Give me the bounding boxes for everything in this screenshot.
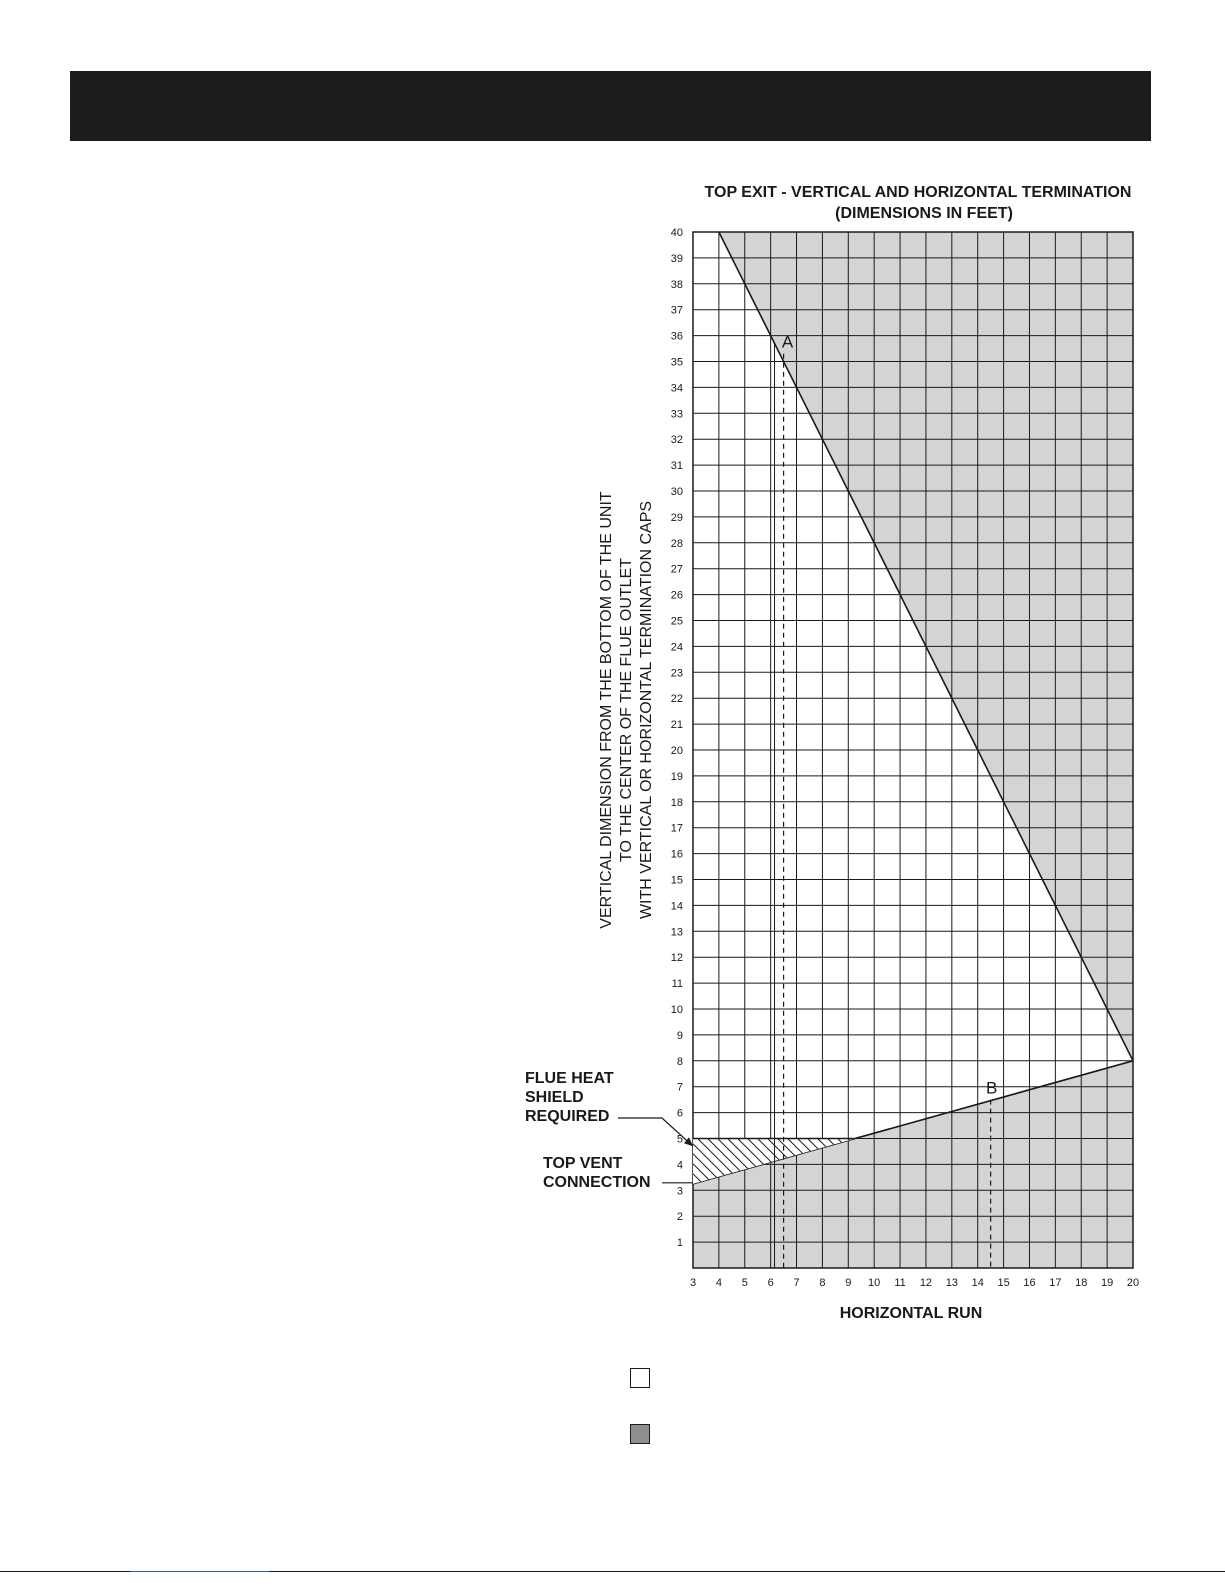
footer-rule [269,1571,1225,1572]
y-axis-label-line-2: TO THE CENTER OF THE FLUE OUTLET [618,557,635,863]
y-tick-label: 37 [670,304,683,317]
x-tick-label: 15 [997,1277,1010,1289]
y-tick-label: 1 [676,1237,683,1250]
legend-allowed-swatch [630,1368,650,1388]
chart-title: TOP EXIT - VERTICAL AND HORIZONTAL TERMINATION [704,184,1132,201]
y-tick-label: 6 [676,1107,683,1120]
callout-line: FLUE HEAT [525,1070,614,1087]
x-tick-label: 10 [868,1277,881,1289]
y-tick-label: 14 [670,900,683,913]
y-tick-label: 26 [670,589,683,602]
y-tick-label: 10 [670,1004,683,1016]
y-tick-label: 9 [676,1029,683,1042]
y-tick-label: 36 [670,330,683,343]
x-tick-label: 4 [715,1277,722,1289]
y-tick-label: 39 [670,252,683,265]
y-tick-label: 40 [670,227,683,239]
x-tick-label: 9 [845,1277,852,1289]
hatch-line [648,1139,693,1184]
y-tick-label: 23 [670,667,683,680]
y-tick-label: 21 [670,719,683,732]
x-tick-label: 5 [741,1277,748,1289]
y-tick-label: 33 [670,408,683,421]
y-axis-label-line-1: VERTICAL DIMENSION FROM THE BOTTOM OF THE UNIT [598,491,615,929]
y-tick-label: 17 [670,822,683,835]
footer-link-underline[interactable] [130,1571,269,1572]
y-tick-label: 38 [670,278,683,291]
y-tick-label: 30 [670,486,683,498]
y-tick-label: 22 [670,693,683,706]
y-tick-label: 11 [671,978,683,991]
reference-label-b: B [985,1078,998,1098]
y-tick-label: 3 [676,1185,683,1198]
y-tick-label: 5 [676,1133,683,1146]
y-tick-label: 20 [670,745,683,757]
x-tick-label: 19 [1100,1277,1114,1289]
x-axis-label: HORIZONTAL RUN [839,1305,983,1322]
x-tick-label: 17 [1049,1277,1062,1289]
y-tick-label: 34 [670,382,683,395]
x-tick-label: 7 [793,1277,800,1289]
y-tick-label: 16 [670,848,683,861]
y-tick-label: 15 [670,874,683,887]
y-tick-label: 25 [670,615,683,628]
y-tick-label: 35 [670,356,683,369]
y-tick-label: 24 [670,641,683,654]
reference-label-a: A [781,332,794,352]
callout-line: SHIELD [525,1089,584,1106]
callout-line: REQUIRED [525,1108,610,1125]
callout-line: TOP VENT [543,1155,623,1172]
x-tick-label: 8 [819,1277,826,1289]
flue-heat-shield-callout [525,1069,614,1126]
x-tick-label: 14 [971,1277,984,1289]
chart-subtitle: (DIMENSIONS IN FEET) [835,205,1013,222]
y-tick-label: 4 [676,1159,683,1172]
y-tick-label: 28 [670,537,683,550]
y-tick-label: 13 [670,926,683,939]
top-vent-connection-callout [543,1154,651,1192]
x-tick-label: 12 [919,1277,933,1289]
x-tick-label: 3 [689,1277,697,1289]
y-axis-label-line-3: WITH VERTICAL OR HORIZONTAL TERMINATION CAPS [638,500,655,920]
y-tick-label: 18 [670,796,683,809]
x-tick-label: 13 [945,1277,958,1289]
y-tick-label: 8 [676,1055,683,1068]
y-tick-label: 32 [670,434,683,447]
x-tick-label: 16 [1023,1277,1036,1289]
y-tick-label: 19 [670,770,683,783]
y-tick-label: 27 [670,563,683,576]
y-tick-label: 7 [676,1081,683,1094]
y-tick-label: 12 [670,952,683,965]
y-tick-label: 2 [676,1211,683,1224]
legend-not-allowed-swatch [630,1424,650,1444]
callout-line: CONNECTION [543,1174,651,1191]
x-tick-label: 20 [1126,1277,1140,1289]
footer-rule [0,1571,130,1572]
x-tick-label: 11 [894,1277,906,1289]
y-tick-label: 31 [670,460,683,473]
y-tick-label: 29 [670,511,683,524]
x-tick-label: 18 [1075,1277,1088,1289]
x-tick-label: 6 [767,1277,774,1289]
